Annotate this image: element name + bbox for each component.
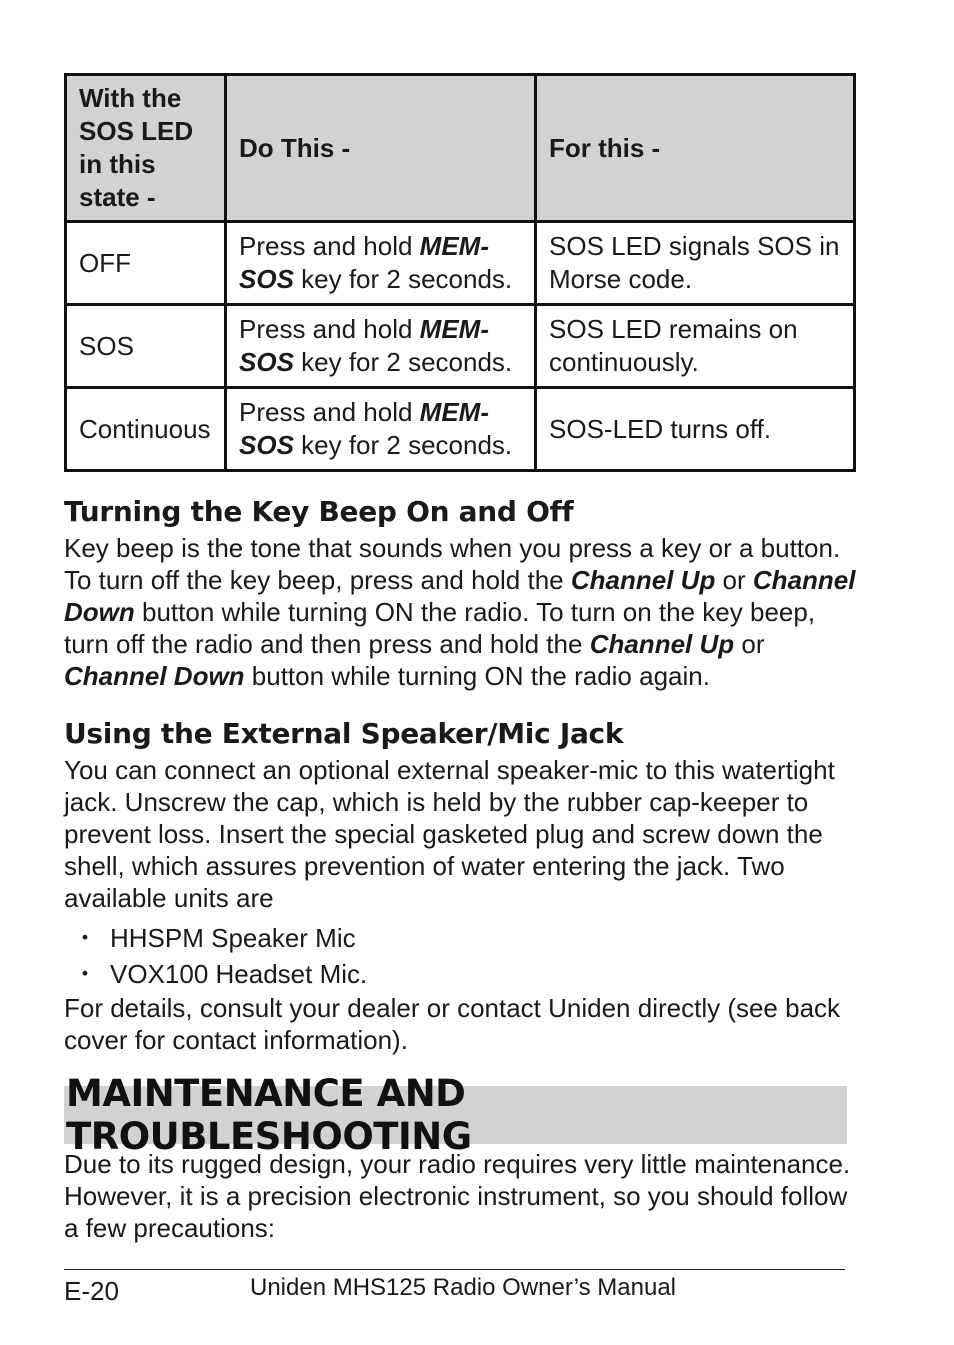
cell-result: SOS LED signals SOS in Morse code. bbox=[536, 222, 855, 305]
maintenance-heading-band bbox=[64, 1072, 847, 1158]
text-run: or bbox=[734, 629, 765, 659]
table-row bbox=[66, 388, 855, 471]
cell-action bbox=[226, 388, 536, 471]
text-run: button while turning ON the radio. To turn on the key beep, turn off the radio and then press and hold the bbox=[64, 597, 816, 659]
channel-down-label: Channel Down bbox=[64, 565, 856, 627]
text-run: button while turning ON the radio again. bbox=[244, 661, 710, 691]
channel-down-label: Channel Down bbox=[64, 661, 245, 691]
cell-led-state: Continuous bbox=[66, 388, 226, 471]
list-item bbox=[64, 920, 856, 956]
text-run: Key beep is the tone that sounds when you press a key or a button. To turn off the key beep, press and hold the bbox=[64, 533, 841, 595]
footer-divider bbox=[64, 1269, 845, 1270]
table-row bbox=[66, 305, 855, 388]
action-prefix: Press and hold bbox=[239, 397, 420, 427]
unit-name: HHSPM Speaker Mic bbox=[110, 923, 356, 953]
header-led-state: With the SOS LED in this state - bbox=[66, 75, 226, 222]
bullet-glyph: ・ bbox=[72, 959, 99, 989]
cell-led-state: SOS bbox=[66, 305, 226, 388]
sos-led-table bbox=[64, 73, 856, 472]
action-suffix: key for 2 seconds. bbox=[293, 430, 513, 460]
action-key: MEM-SOS bbox=[239, 397, 489, 460]
bullet-glyph: ・ bbox=[72, 923, 99, 953]
action-prefix: Press and hold bbox=[239, 314, 420, 344]
action-prefix: Press and hold bbox=[239, 231, 420, 261]
action-suffix: key for 2 seconds. bbox=[293, 347, 513, 377]
details-paragraph: For details, consult your dealer or contact Uniden directly (see back cover for contact information). bbox=[64, 993, 841, 1055]
cell-result: SOS-LED turns off. bbox=[536, 388, 855, 471]
channel-up-label: Channel Up bbox=[589, 629, 735, 659]
header-do-this: Do This - bbox=[226, 75, 536, 222]
key-beep-paragraph bbox=[64, 532, 856, 692]
list-item bbox=[64, 956, 856, 992]
maintenance-heading: MAINTENANCE AND TROUBLESHOOTING bbox=[66, 1072, 472, 1158]
maintenance-paragraph: Due to its rugged design, your radio requires very little maintenance. However, it is a precision electronic instrument, so you should follow a few precautions: bbox=[64, 1149, 851, 1243]
table-header-row bbox=[66, 75, 855, 222]
ext-speaker-paragraph: You can connect an optional external speaker-mic to this watertight jack. Unscrew the cap, which is held by the rubber cap-keeper to prevent loss. Insert the special gasketed plug and screw down the shell, which assures prevention of water entering the jack. Two available units are bbox=[64, 755, 835, 913]
cell-result: SOS LED remains on continuously. bbox=[536, 305, 855, 388]
units-list bbox=[64, 920, 856, 992]
unit-name: VOX100 Headset Mic. bbox=[110, 959, 368, 989]
channel-up-label: Channel Up bbox=[570, 565, 716, 595]
header-for-this: For this - bbox=[536, 75, 855, 222]
key-beep-heading: Turning the Key Beep On and Off bbox=[64, 495, 574, 528]
action-suffix: key for 2 seconds. bbox=[293, 264, 513, 294]
table-row bbox=[66, 222, 855, 305]
action-key: MEM-SOS bbox=[239, 231, 489, 294]
ext-speaker-heading: Using the External Speaker/Mic Jack bbox=[64, 717, 624, 750]
manual-page bbox=[64, 73, 856, 1244]
cell-action bbox=[226, 222, 536, 305]
text-run: or bbox=[715, 565, 753, 595]
manual-title: Uniden MHS125 Radio Owner’s Manual bbox=[250, 1274, 676, 1301]
page-number: E-20 bbox=[64, 1276, 119, 1306]
cell-led-state: OFF bbox=[66, 222, 226, 305]
cell-action bbox=[226, 305, 536, 388]
action-key: MEM-SOS bbox=[239, 314, 489, 377]
